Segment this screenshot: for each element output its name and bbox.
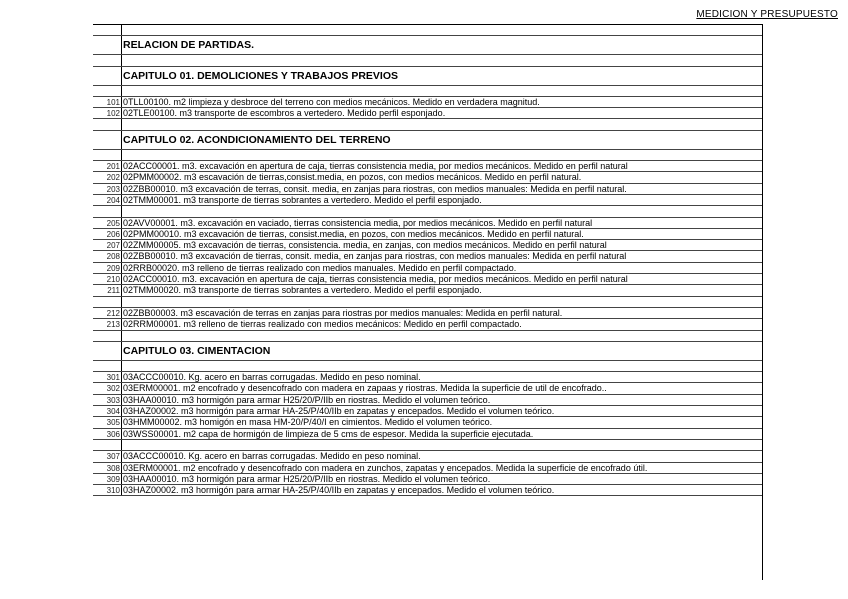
item-description: 03HAZ00002. m3 hormigón para armar HA-25/P/40/IIb en zapatas y encepados. Medido el volumen teórico. xyxy=(123,485,555,496)
section-heading-row xyxy=(93,131,762,150)
row-number xyxy=(93,297,122,307)
item-description xyxy=(122,361,762,371)
row-number xyxy=(93,440,122,450)
item-description: 02ACC00001. m3. excavación en apertura de caja, tierras consistencia media, por medios mecánicos. Medido en perfil natural xyxy=(123,161,628,172)
row-number: 207 xyxy=(93,240,122,250)
section-heading-row xyxy=(93,67,762,86)
item-description xyxy=(122,331,762,341)
row-number: 205 xyxy=(93,218,122,228)
table-row xyxy=(93,161,762,172)
row-number: 303 xyxy=(93,395,122,405)
item-description: 03HAZ00002. m3 hormigón para armar HA-25/P/40/IIb en zapatas y encepados. Medido el volumen teórico. xyxy=(123,406,555,417)
row-number: 204 xyxy=(93,195,122,205)
table-row xyxy=(93,240,762,251)
table-row xyxy=(93,285,762,296)
row-number xyxy=(93,342,122,360)
item-description: 02PMM00002. m3 escavación de tierras,consist.media, en pozos, con medios mecánicos. Medido en perfil natural. xyxy=(123,172,582,183)
blank-row xyxy=(93,331,762,342)
section-heading-row xyxy=(93,36,762,55)
item-description xyxy=(122,119,762,129)
row-number xyxy=(93,331,122,341)
table-row xyxy=(93,229,762,240)
row-number xyxy=(93,67,122,85)
item-description: 02ZBB00010. m3 excavación de tierras, consit. media, en zanjas para riostras, con medios manuales: Medida en perfil natural xyxy=(123,251,627,262)
table-row xyxy=(93,395,762,406)
table-row xyxy=(93,218,762,229)
table-row xyxy=(93,319,762,330)
item-description: 03ERM00001. m2 encofrado y desencofrado con madera en zapaas y riostras. Medida la superficie de util de encofrado.. xyxy=(123,383,607,394)
blank-row xyxy=(93,25,762,36)
row-number: 304 xyxy=(93,406,122,416)
row-number: 212 xyxy=(93,308,122,318)
row-number xyxy=(93,206,122,216)
partidas-table xyxy=(93,24,762,496)
row-number: 213 xyxy=(93,319,122,329)
table-row xyxy=(93,251,762,262)
table-row xyxy=(93,195,762,206)
blank-row xyxy=(93,55,762,66)
row-number: 206 xyxy=(93,229,122,239)
row-number xyxy=(93,150,122,160)
row-number: 101 xyxy=(93,97,122,107)
table-row xyxy=(93,485,762,496)
row-number: 201 xyxy=(93,161,122,171)
table-right-border xyxy=(762,24,763,580)
section-heading-row xyxy=(93,342,762,361)
item-description: 02AVV00001. m3. excavación en vaciado, tierras consistencia media, por medios mecánicos. Medido en perfil natural xyxy=(123,217,593,228)
table-row xyxy=(93,274,762,285)
item-description: 02RRM00001. m3 relleno de tierras realizado con medios mecánicos: Medido en perfil compactado. xyxy=(123,319,522,330)
row-number xyxy=(93,86,122,96)
row-number xyxy=(93,361,122,371)
blank-row xyxy=(93,297,762,308)
row-number: 102 xyxy=(93,108,122,118)
table-row xyxy=(93,184,762,195)
section-heading: CAPITULO 02. ACONDICIONAMIENTO DEL TERRENO xyxy=(123,133,391,146)
table-row xyxy=(93,172,762,183)
item-description: 0TLL00100. m2 limpieza y desbroce del terreno con medios mecánicos. Medido en verdadera magnitud. xyxy=(123,96,540,107)
table-row xyxy=(93,463,762,474)
table-row xyxy=(93,372,762,383)
row-number xyxy=(93,131,122,149)
row-number: 310 xyxy=(93,485,122,495)
row-number: 202 xyxy=(93,172,122,182)
item-description: 02RRB00020. m3 relleno de tierras realizado con medios manuales. Medido en perfil compactado. xyxy=(123,262,517,273)
blank-row xyxy=(93,150,762,161)
section-heading: CAPITULO 01. DEMOLICIONES Y TRABAJOS PREVIOS xyxy=(123,69,398,82)
blank-row xyxy=(93,119,762,130)
item-description: 02TMM00020. m3 transporte de tierras sobrantes a vertedero. Medido el perfil esponjado. xyxy=(123,285,482,296)
table-row xyxy=(93,451,762,462)
item-description: 02TLE00100. m3 transporte de escombros a vertedero. Medido perfil esponjado. xyxy=(123,108,446,119)
row-number: 210 xyxy=(93,274,122,284)
item-description: 03HAA00010. m3 hormigón para armar H25/20/P/IIb en riostras. Medido el volumen teórico. xyxy=(123,394,491,405)
item-description: 02TMM00001. m3 transporte de tierras sobrantes a vertedero. Medido el perfil esponjado. xyxy=(123,194,482,205)
item-description xyxy=(122,25,762,35)
item-description xyxy=(122,55,762,65)
table-row xyxy=(93,308,762,319)
item-description: 03WSS00001. m2 capa de hormigón de limpieza de 5 cms de espesor. Medida la superficie ejecutada. xyxy=(123,428,534,439)
blank-row xyxy=(93,361,762,372)
item-description: 02ZBB00010. m3 excavación de terras, consit. media, en zanjas para riostras, con medios manuales: Medida en perfil natural. xyxy=(123,183,627,194)
table-row xyxy=(93,417,762,428)
section-heading: CAPITULO 03. CIMENTACION xyxy=(123,344,271,357)
blank-row xyxy=(93,440,762,451)
blank-row xyxy=(93,86,762,97)
section-heading: RELACION DE PARTIDAS. xyxy=(123,39,255,52)
row-number: 309 xyxy=(93,474,122,484)
item-description: 02PMM00010. m3 excavación de tierras, consist.media, en pozos, con medios mecánicos. Medido en perfil natural. xyxy=(123,228,584,239)
row-number: 306 xyxy=(93,429,122,439)
table-row xyxy=(93,429,762,440)
row-number: 209 xyxy=(93,263,122,273)
item-description: 03ACCC00010. Kg. acero en barras corrugadas. Medido en peso nominal. xyxy=(123,372,421,383)
item-description xyxy=(122,206,762,216)
row-number: 308 xyxy=(93,463,122,473)
table-row xyxy=(93,97,762,108)
table-row xyxy=(93,474,762,485)
item-description: 03ACCC00010. Kg. acero en barras corrugadas. Medido en peso nominal. xyxy=(123,451,421,462)
row-number: 305 xyxy=(93,417,122,427)
item-description: 03HAA00010. m3 hormigón para armar H25/20/P/IIb en riostras. Medido el volumen teórico. xyxy=(123,473,491,484)
row-number xyxy=(93,25,122,35)
row-number: 208 xyxy=(93,251,122,261)
row-number: 307 xyxy=(93,451,122,461)
row-number: 301 xyxy=(93,372,122,382)
row-number: 211 xyxy=(93,285,122,295)
item-description xyxy=(122,440,762,450)
row-number: 302 xyxy=(93,383,122,393)
item-description: 02ZBB00003. m3 escavación de terras en zanjas para riostras por medios manuales: Medida en perfil natural. xyxy=(123,307,563,318)
row-number xyxy=(93,119,122,129)
item-description xyxy=(122,86,762,96)
table-row xyxy=(93,108,762,119)
item-description: 03HMM00002. m3 homigón en masa HM-20/P/40/I en cimientos. Medido el volumen teórico. xyxy=(123,417,493,428)
row-number xyxy=(93,55,122,65)
table-row xyxy=(93,383,762,394)
table-row xyxy=(93,263,762,274)
table-row xyxy=(93,406,762,417)
item-description xyxy=(122,297,762,307)
page-title: MEDICION Y PRESUPUESTO xyxy=(696,9,838,20)
item-description: 03ERM00001. m2 encofrado y desencofrado con madera en zunchos, zapatas y encepados. Medida la superficie de encofrado útil. xyxy=(123,462,648,473)
item-description: 02ACC00010. m3. excavación en apertura de caja, tierras consistencia media, por medios mecánicos. Medido en perfil natural xyxy=(123,274,628,285)
row-number: 203 xyxy=(93,184,122,194)
row-number xyxy=(93,36,122,54)
blank-row xyxy=(93,206,762,217)
item-description: 02ZMM00005. m3 excavación de tierras, consistencia. media, en zanjas, con medios mecánicos. Medido en perfil natural xyxy=(123,240,607,251)
item-description xyxy=(122,150,762,160)
